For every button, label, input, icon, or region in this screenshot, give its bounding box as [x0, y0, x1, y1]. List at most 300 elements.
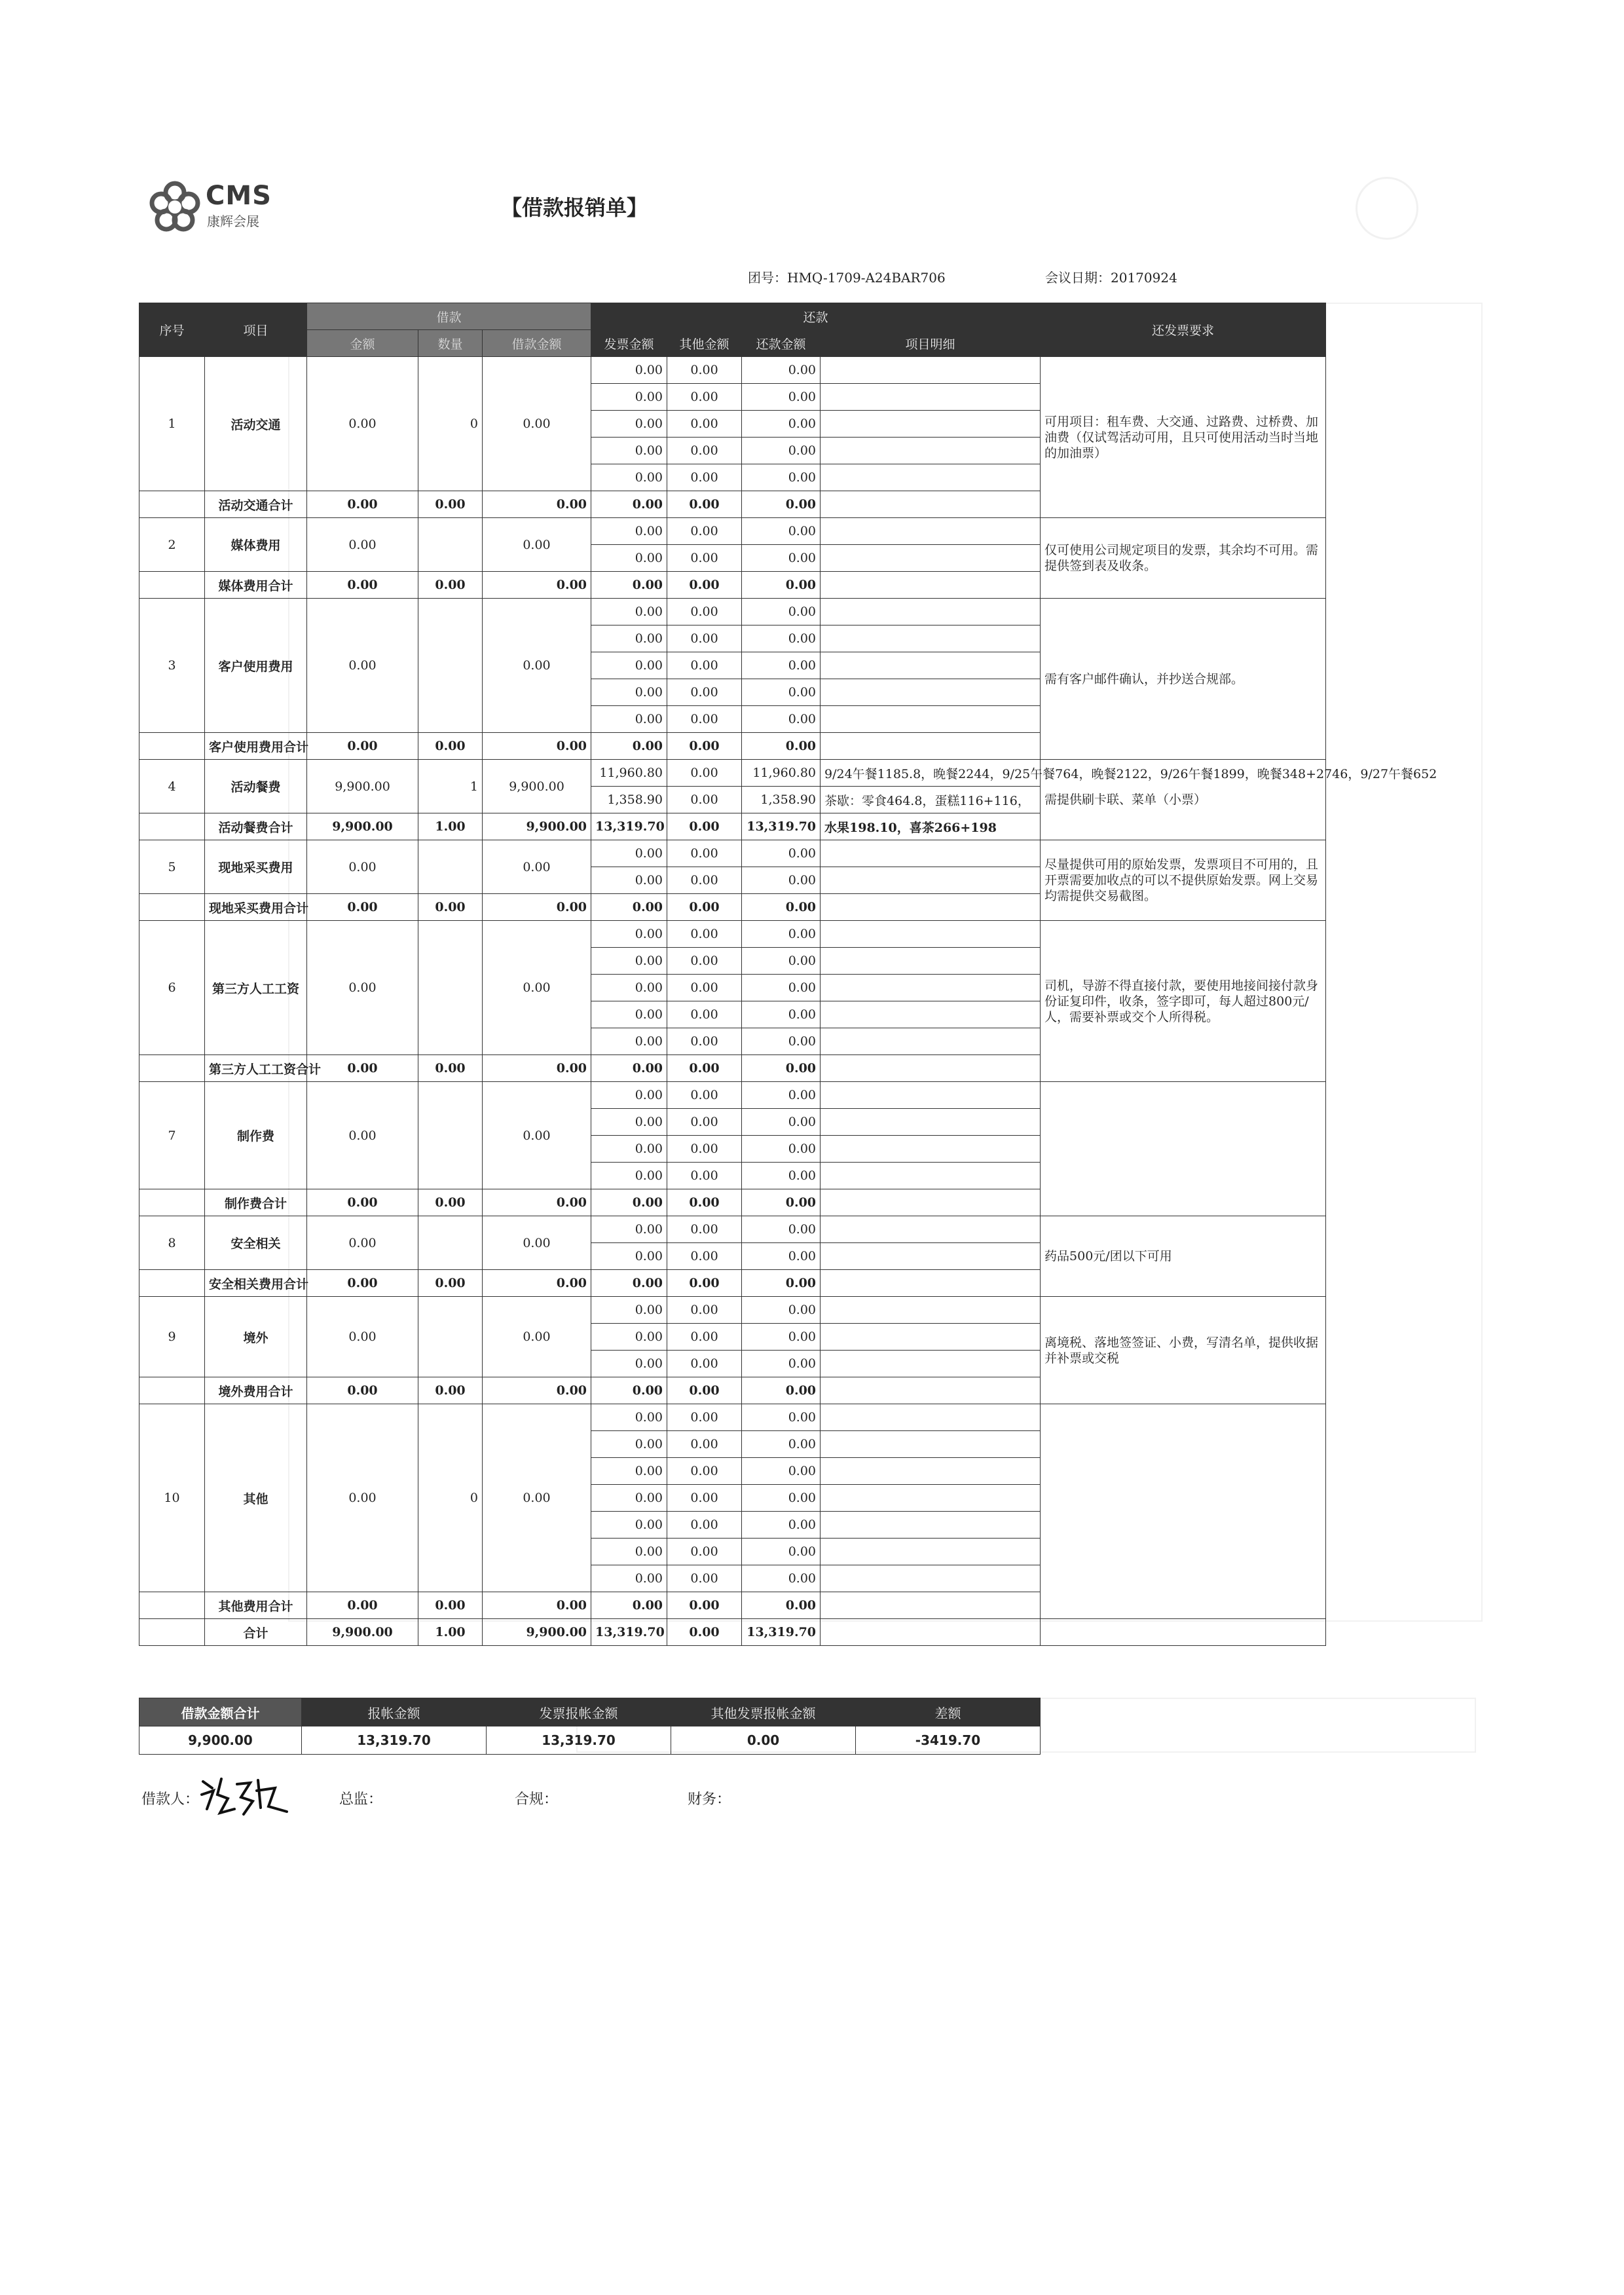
row-item-name: 其他: [205, 1404, 307, 1592]
row-requirement: 药品500元/团以下可用: [1041, 1216, 1326, 1297]
subtotal-seq: [139, 733, 205, 760]
subtotal-detail: [821, 894, 1041, 921]
subtotal-other: 0.00: [667, 1189, 742, 1216]
row-repay-amount: 0.00: [742, 1001, 821, 1028]
row-detail: [821, 1404, 1041, 1431]
subtotal-invoice: 0.00: [591, 1377, 667, 1404]
subtotal-seq: [139, 1377, 205, 1404]
row-invoice-amount: 0.00: [591, 464, 667, 491]
subtotal-invoice: 0.00: [591, 1270, 667, 1297]
subtotal-amount: 0.00: [307, 1055, 418, 1082]
row-invoice-amount: 0.00: [591, 948, 667, 975]
row-other-amount: 0.00: [667, 1136, 742, 1163]
row-seq: 1: [139, 357, 205, 491]
row-invoice-amount: 0.00: [591, 679, 667, 706]
row-requirement: 仅可使用公司规定项目的发票，其余均不可用。需提供签到表及收条。: [1041, 518, 1326, 599]
subtotal-invoice: 0.00: [591, 894, 667, 921]
row-loan-qty: [418, 518, 483, 572]
table-row: [139, 1404, 1326, 1431]
row-detail: [821, 1001, 1041, 1028]
subtotal-total: 0.00: [483, 1377, 591, 1404]
row-repay-amount: 0.00: [742, 1512, 821, 1539]
row-seq: 3: [139, 599, 205, 733]
row-detail: [821, 1297, 1041, 1324]
row-other-amount: 0.00: [667, 357, 742, 384]
row-requirement: 可用项目：租车费、大交通、过路费、过桥费、加油费（仅试驾活动可用，且只可使用活动当时当地的加油票）: [1041, 357, 1326, 518]
subtotal-label: 媒体费用合计: [205, 572, 307, 599]
row-repay-amount: 0.00: [742, 1136, 821, 1163]
summary-loan-total: 9,900.00: [139, 1726, 302, 1755]
row-loan-amount: 0.00: [307, 840, 418, 894]
flower-logo-icon: [148, 179, 202, 233]
row-detail: [821, 679, 1041, 706]
subtotal-label: 现地采买费用合计: [205, 894, 307, 921]
row-requirement: 司机，导游不得直接付款，要使用地接间接付款身份证复印件，收条，签字即可，每人超过800元/人，需要补票或交个人所得税。: [1041, 921, 1326, 1082]
row-repay-amount: 0.00: [742, 1539, 821, 1565]
grand-total-label: 合计: [205, 1619, 307, 1646]
row-seq: 9: [139, 1297, 205, 1377]
grand-total-requirement: [1041, 1619, 1326, 1646]
row-loan-total: 0.00: [483, 357, 591, 491]
subtotal-invoice: 0.00: [591, 733, 667, 760]
finance-label: 财务：: [688, 1791, 731, 1808]
grand-total-row: [139, 1619, 1326, 1646]
subtotal-amount: 0.00: [307, 1270, 418, 1297]
row-detail: [821, 1458, 1041, 1485]
row-item-name: 客户使用费用: [205, 599, 307, 733]
row-detail: [821, 1216, 1041, 1243]
col-loan-amount: 金额: [307, 330, 418, 357]
row-detail: [821, 921, 1041, 948]
subtotal-seq: [139, 572, 205, 599]
subtotal-label: 活动餐费合计: [205, 813, 307, 840]
row-repay-amount: 0.00: [742, 357, 821, 384]
subtotal-other: 0.00: [667, 1592, 742, 1619]
subtotal-amount: 0.00: [307, 894, 418, 921]
row-detail: [821, 438, 1041, 464]
row-detail: [821, 518, 1041, 545]
row-other-amount: 0.00: [667, 1082, 742, 1109]
subtotal-invoice: 0.00: [591, 1592, 667, 1619]
subtotal-repay: 0.00: [742, 1055, 821, 1082]
row-detail: [821, 652, 1041, 679]
row-invoice-amount: 0.00: [591, 1243, 667, 1270]
subtotal-label: 制作费合计: [205, 1189, 307, 1216]
row-repay-amount: 0.00: [742, 1324, 821, 1351]
row-detail: [821, 599, 1041, 625]
row-detail: [821, 1136, 1041, 1163]
row-loan-qty: [418, 840, 483, 894]
col-other-amount: 其他金额: [667, 330, 742, 357]
col-seq: 序号: [139, 303, 205, 357]
row-other-amount: 0.00: [667, 1163, 742, 1189]
row-invoice-amount: 0.00: [591, 384, 667, 411]
row-other-amount: 0.00: [667, 1458, 742, 1485]
subtotal-qty: 1.00: [418, 813, 483, 840]
row-other-amount: 0.00: [667, 867, 742, 894]
row-detail: [821, 948, 1041, 975]
row-invoice-amount: 0.00: [591, 1136, 667, 1163]
row-repay-amount: 0.00: [742, 1458, 821, 1485]
subtotal-other: 0.00: [667, 1055, 742, 1082]
subtotal-amount: 0.00: [307, 733, 418, 760]
row-repay-amount: 0.00: [742, 921, 821, 948]
subtotal-invoice: 0.00: [591, 1189, 667, 1216]
col-repay-amount: 还款金额: [742, 330, 821, 357]
row-loan-amount: 0.00: [307, 1404, 418, 1592]
row-repay-amount: 0.00: [742, 867, 821, 894]
row-invoice-amount: 1,358.90: [591, 787, 667, 813]
row-other-amount: 0.00: [667, 948, 742, 975]
subtotal-repay: 0.00: [742, 1592, 821, 1619]
grand-total-amount: 9,900.00: [307, 1619, 418, 1646]
subtotal-seq: [139, 1592, 205, 1619]
subtotal-label: 活动交通合计: [205, 491, 307, 518]
row-seq: 5: [139, 840, 205, 894]
row-other-amount: 0.00: [667, 975, 742, 1001]
subtotal-invoice: 13,319.70: [591, 813, 667, 840]
row-invoice-amount: 0.00: [591, 1512, 667, 1539]
row-loan-qty: 1: [418, 760, 483, 813]
subtotal-qty: 0.00: [418, 491, 483, 518]
row-loan-qty: [418, 1216, 483, 1270]
compliance-label: 合规：: [515, 1791, 559, 1808]
row-invoice-amount: 0.00: [591, 921, 667, 948]
subtotal-qty: 0.00: [418, 1055, 483, 1082]
row-invoice-amount: 0.00: [591, 1431, 667, 1458]
table-row: [139, 840, 1326, 867]
row-repay-amount: 0.00: [742, 1109, 821, 1136]
row-loan-qty: [418, 921, 483, 1055]
row-other-amount: 0.00: [667, 1216, 742, 1243]
row-repay-amount: 0.00: [742, 1216, 821, 1243]
row-other-amount: 0.00: [667, 1324, 742, 1351]
row-seq: 6: [139, 921, 205, 1055]
row-seq: 8: [139, 1216, 205, 1270]
subtotal-qty: 0.00: [418, 894, 483, 921]
row-repay-amount: 0.00: [742, 652, 821, 679]
subtotal-label: 安全相关费用合计: [205, 1270, 307, 1297]
row-invoice-amount: 0.00: [591, 438, 667, 464]
row-detail: [821, 411, 1041, 438]
row-other-amount: 0.00: [667, 1565, 742, 1592]
subtotal-detail: [821, 491, 1041, 518]
summary-header: 其他发票报帐金额: [671, 1698, 856, 1726]
subtotal-detail: [821, 733, 1041, 760]
row-invoice-amount: 0.00: [591, 1351, 667, 1377]
subtotal-qty: 0.00: [418, 1592, 483, 1619]
row-seq: 4: [139, 760, 205, 813]
row-requirement: [1041, 1404, 1326, 1619]
table-header-row-1: [139, 303, 1326, 330]
row-requirement: [1041, 1082, 1326, 1216]
row-detail: [821, 384, 1041, 411]
subtotal-label: 其他费用合计: [205, 1592, 307, 1619]
summary-header: 发票报帐金额: [487, 1698, 671, 1726]
row-detail: [821, 545, 1041, 572]
row-invoice-amount: 0.00: [591, 599, 667, 625]
row-other-amount: 0.00: [667, 840, 742, 867]
table-row: [139, 357, 1326, 384]
col-loan-qty: 数量: [418, 330, 483, 357]
row-loan-qty: [418, 1297, 483, 1377]
row-invoice-amount: 0.00: [591, 1163, 667, 1189]
subtotal-detail: [821, 1377, 1041, 1404]
row-repay-amount: 0.00: [742, 706, 821, 733]
row-other-amount: 0.00: [667, 1539, 742, 1565]
subtotal-amount: 0.00: [307, 1377, 418, 1404]
summary-difference: -3419.70: [856, 1726, 1041, 1755]
brand-name-cn: 康辉会展: [207, 214, 259, 229]
document-title: 【借款报销单】: [501, 195, 648, 220]
row-loan-amount: 0.00: [307, 599, 418, 733]
row-other-amount: 0.00: [667, 1297, 742, 1324]
row-item-name: 现地采买费用: [205, 840, 307, 894]
col-repay: 还款: [591, 303, 1041, 330]
row-other-amount: 0.00: [667, 464, 742, 491]
row-other-amount: 0.00: [667, 518, 742, 545]
subtotal-repay: 0.00: [742, 1270, 821, 1297]
row-loan-total: 0.00: [483, 1297, 591, 1377]
subtotal-other: 0.00: [667, 572, 742, 599]
subtotal-seq: [139, 1055, 205, 1082]
subtotal-total: 0.00: [483, 572, 591, 599]
row-repay-amount: 0.00: [742, 1082, 821, 1109]
row-repay-amount: 0.00: [742, 975, 821, 1001]
summary-header: 报帐金额: [302, 1698, 487, 1726]
row-detail: [821, 1485, 1041, 1512]
subtotal-qty: 0.00: [418, 1189, 483, 1216]
subtotal-seq: [139, 813, 205, 840]
row-invoice-amount: 0.00: [591, 975, 667, 1001]
col-loan-total: 借款金额: [483, 330, 591, 357]
row-detail: 茶歇：零食464.8，蛋糕116+116，: [821, 787, 1041, 813]
row-requirement: 尽量提供可用的原始发票，发票项目不可用的，且开票需要加收点的可以不提供原始发票。网上交易均需提供交易截图。: [1041, 840, 1326, 921]
row-repay-amount: 1,358.90: [742, 787, 821, 813]
row-other-amount: 0.00: [667, 1351, 742, 1377]
row-detail: [821, 840, 1041, 867]
row-loan-qty: [418, 599, 483, 733]
row-other-amount: 0.00: [667, 679, 742, 706]
row-repay-amount: 0.00: [742, 1243, 821, 1270]
row-repay-amount: 0.00: [742, 599, 821, 625]
table-row: [139, 518, 1326, 545]
row-detail: [821, 1565, 1041, 1592]
subtotal-total: 9,900.00: [483, 813, 591, 840]
col-requirement: 还发票要求: [1041, 303, 1326, 357]
row-other-amount: 0.00: [667, 1028, 742, 1055]
row-loan-amount: 0.00: [307, 1297, 418, 1377]
subtotal-detail: [821, 572, 1041, 599]
row-invoice-amount: 0.00: [591, 1539, 667, 1565]
subtotal-other: 0.00: [667, 813, 742, 840]
row-other-amount: 0.00: [667, 921, 742, 948]
row-other-amount: 0.00: [667, 625, 742, 652]
row-repay-amount: 11,960.80: [742, 760, 821, 787]
row-item-name: 安全相关: [205, 1216, 307, 1270]
subtotal-invoice: 0.00: [591, 1055, 667, 1082]
subtotal-total: 0.00: [483, 1189, 591, 1216]
subtotal-label: 第三方人工工资合计: [205, 1055, 307, 1082]
row-loan-total: 0.00: [483, 518, 591, 572]
subtotal-amount: 0.00: [307, 572, 418, 599]
row-repay-amount: 0.00: [742, 518, 821, 545]
row-loan-amount: 0.00: [307, 921, 418, 1055]
subtotal-repay: 0.00: [742, 1377, 821, 1404]
row-repay-amount: 0.00: [742, 1297, 821, 1324]
row-requirement: 需提供刷卡联、菜单（小票）: [1041, 760, 1326, 840]
brand-name: CMS: [206, 181, 272, 211]
row-other-amount: 0.00: [667, 599, 742, 625]
table-row: [139, 1297, 1326, 1324]
grand-total-seq: [139, 1619, 205, 1646]
subtotal-qty: 0.00: [418, 1377, 483, 1404]
row-repay-amount: 0.00: [742, 1351, 821, 1377]
row-other-amount: 0.00: [667, 1404, 742, 1431]
subtotal-qty: 0.00: [418, 733, 483, 760]
subtotal-qty: 0.00: [418, 1270, 483, 1297]
row-other-amount: 0.00: [667, 1001, 742, 1028]
subtotal-amount: 9,900.00: [307, 813, 418, 840]
subtotal-repay: 13,319.70: [742, 813, 821, 840]
subtotal-invoice: 0.00: [591, 491, 667, 518]
row-detail: [821, 625, 1041, 652]
subtotal-total: 0.00: [483, 733, 591, 760]
row-detail: [821, 1163, 1041, 1189]
row-seq: 10: [139, 1404, 205, 1592]
row-detail: [821, 975, 1041, 1001]
row-item-name: 第三方人工工资: [205, 921, 307, 1055]
subtotal-detail: [821, 1055, 1041, 1082]
bleed-through: [1356, 177, 1418, 240]
col-loan: 借款: [307, 303, 591, 330]
grand-total-total: 9,900.00: [483, 1619, 591, 1646]
subtotal-detail: [821, 1189, 1041, 1216]
col-item: 项目: [205, 303, 307, 357]
supervisor-label: 总监：: [339, 1791, 383, 1808]
col-invoice-amount: 发票金额: [591, 330, 667, 357]
summary-header: 差额: [856, 1698, 1041, 1726]
row-invoice-amount: 0.00: [591, 1109, 667, 1136]
row-loan-amount: 0.00: [307, 518, 418, 572]
subtotal-total: 0.00: [483, 1270, 591, 1297]
row-other-amount: 0.00: [667, 384, 742, 411]
row-requirement: 需有客户邮件确认，并抄送合规部。: [1041, 599, 1326, 760]
subtotal-total: 0.00: [483, 1592, 591, 1619]
row-loan-total: 0.00: [483, 1216, 591, 1270]
row-loan-amount: 9,900.00: [307, 760, 418, 813]
row-loan-total: 0.00: [483, 1082, 591, 1189]
row-detail: [821, 1028, 1041, 1055]
row-invoice-amount: 0.00: [591, 1458, 667, 1485]
row-loan-total: 0.00: [483, 840, 591, 894]
row-loan-amount: 0.00: [307, 357, 418, 491]
subtotal-other: 0.00: [667, 733, 742, 760]
row-detail: [821, 1539, 1041, 1565]
row-item-name: 制作费: [205, 1082, 307, 1189]
subtotal-total: 0.00: [483, 491, 591, 518]
table-row: [139, 760, 1326, 787]
row-loan-qty: [418, 1082, 483, 1189]
table-row: [139, 1216, 1326, 1243]
row-other-amount: 0.00: [667, 438, 742, 464]
subtotal-repay: 0.00: [742, 1189, 821, 1216]
grand-total-repay: 13,319.70: [742, 1619, 821, 1646]
subtotal-total: 0.00: [483, 894, 591, 921]
row-other-amount: 0.00: [667, 1109, 742, 1136]
row-repay-amount: 0.00: [742, 1404, 821, 1431]
row-item-name: 活动交通: [205, 357, 307, 491]
grand-total-other: 0.00: [667, 1619, 742, 1646]
summary-header-row: [139, 1698, 1041, 1726]
subtotal-label: 境外费用合计: [205, 1377, 307, 1404]
row-item-name: 境外: [205, 1297, 307, 1377]
row-loan-amount: 0.00: [307, 1082, 418, 1189]
row-repay-amount: 0.00: [742, 1163, 821, 1189]
row-detail: [821, 1243, 1041, 1270]
summary-header: 借款金额合计: [139, 1698, 302, 1726]
row-invoice-amount: 0.00: [591, 1001, 667, 1028]
grand-total-detail: [821, 1619, 1041, 1646]
summary-other-invoice: 0.00: [671, 1726, 856, 1755]
row-detail: [821, 1351, 1041, 1377]
row-invoice-amount: 0.00: [591, 1404, 667, 1431]
row-repay-amount: 0.00: [742, 411, 821, 438]
row-other-amount: 0.00: [667, 1512, 742, 1539]
row-repay-amount: 0.00: [742, 948, 821, 975]
row-seq: 2: [139, 518, 205, 572]
subtotal-repay: 0.00: [742, 491, 821, 518]
row-invoice-amount: 0.00: [591, 706, 667, 733]
row-repay-amount: 0.00: [742, 1485, 821, 1512]
row-loan-total: 0.00: [483, 1404, 591, 1592]
subtotal-seq: [139, 1189, 205, 1216]
subtotal-amount: 0.00: [307, 491, 418, 518]
subtotal-repay: 0.00: [742, 733, 821, 760]
subtotal-other: 0.00: [667, 491, 742, 518]
row-invoice-amount: 0.00: [591, 1028, 667, 1055]
row-repay-amount: 0.00: [742, 625, 821, 652]
grand-total-invoice: 13,319.70: [591, 1619, 667, 1646]
row-seq: 7: [139, 1082, 205, 1189]
row-loan-total: 0.00: [483, 599, 591, 733]
row-loan-amount: 0.00: [307, 1216, 418, 1270]
row-loan-total: 0.00: [483, 921, 591, 1055]
subtotal-total: 0.00: [483, 1055, 591, 1082]
summary-invoice-amount: 13,319.70: [487, 1726, 671, 1755]
row-detail: [821, 1431, 1041, 1458]
table-row: [139, 599, 1326, 625]
subtotal-repay: 0.00: [742, 572, 821, 599]
row-invoice-amount: 0.00: [591, 1485, 667, 1512]
row-invoice-amount: 0.00: [591, 545, 667, 572]
group-number: 团号：HMQ-1709-A24BAR706: [748, 270, 946, 286]
subtotal-invoice: 0.00: [591, 572, 667, 599]
subtotal-detail: 水果198.10，喜茶266+198: [821, 813, 1041, 840]
row-other-amount: 0.00: [667, 545, 742, 572]
row-invoice-amount: 0.00: [591, 518, 667, 545]
row-detail: [821, 1512, 1041, 1539]
subtotal-label: 客户使用费用合计: [205, 733, 307, 760]
summary-report-amount: 13,319.70: [302, 1726, 487, 1755]
subtotal-other: 0.00: [667, 1270, 742, 1297]
grand-total-qty: 1.00: [418, 1619, 483, 1646]
row-invoice-amount: 0.00: [591, 1082, 667, 1109]
borrower-label: 借款人：: [141, 1791, 200, 1808]
table-row: [139, 921, 1326, 948]
row-detail: [821, 1324, 1041, 1351]
row-detail: [821, 1082, 1041, 1109]
